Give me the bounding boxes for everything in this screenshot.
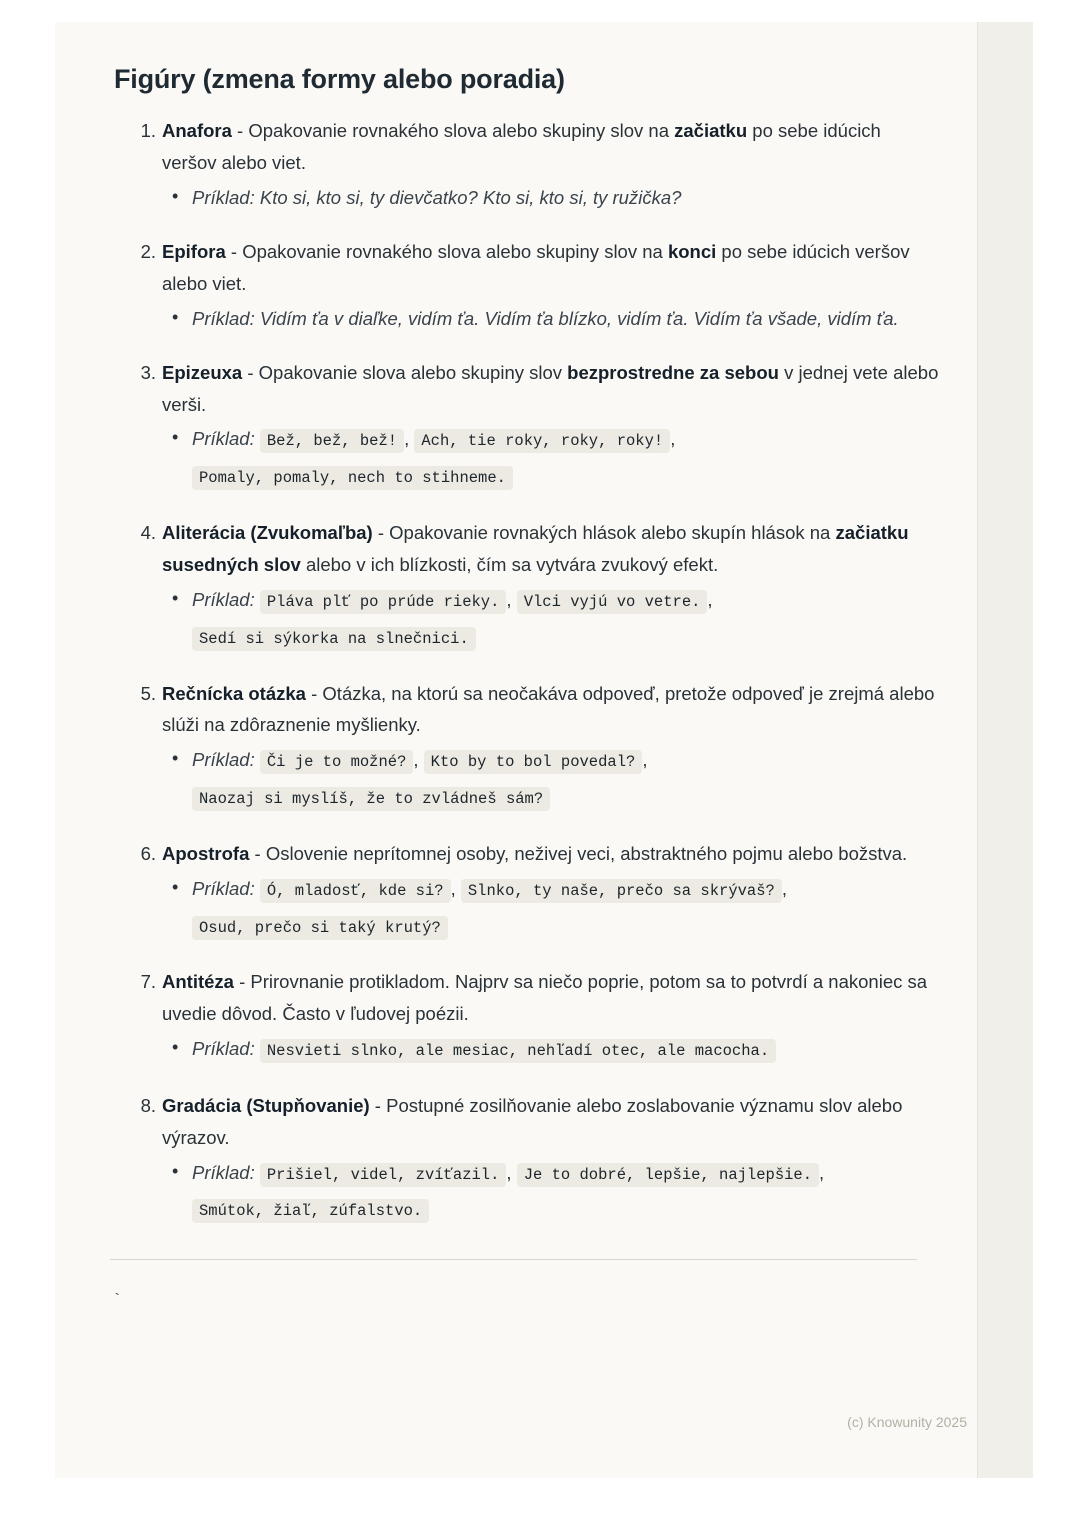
- chip-separator: ,: [404, 428, 410, 450]
- examples-list: [162, 1032, 939, 1069]
- chip-separator: ,: [506, 588, 512, 610]
- page-title: Figúry (zmena formy alebo poradia): [114, 64, 565, 94]
- figure-dash: -: [225, 240, 243, 262]
- example-label: Príklad:: [192, 1038, 255, 1060]
- list-item: [162, 1090, 939, 1229]
- stray-backtick: `: [112, 1292, 123, 1312]
- scrollbar[interactable]: [977, 22, 1033, 1478]
- list-item: [162, 517, 939, 656]
- example-chip: Nesvieti slnko, ale mesiac, nehľadí otec, ale macocha.: [260, 1039, 776, 1063]
- list-item: [192, 302, 939, 336]
- figure-desc-post: po sebe idúcich veršov alebo viet.: [162, 240, 910, 294]
- example-chip: Prišiel, videl, zvíťazil.: [260, 1163, 507, 1187]
- example-chip: Osud, prečo si taký krutý?: [192, 916, 448, 940]
- example-label: Príklad:: [192, 428, 255, 450]
- example-chip: Sedí si sýkorka na slnečnici.: [192, 627, 476, 651]
- figure-term: Antitéza: [162, 971, 234, 993]
- examples-list: [162, 743, 939, 817]
- example-chip: Smútok, žiaľ, zúfalstvo.: [192, 1199, 429, 1223]
- example-chip: Kto by to bol povedal?: [424, 750, 643, 774]
- figure-dash: -: [369, 1094, 387, 1116]
- list-item: [162, 236, 939, 336]
- figure-desc-pre: Opakovanie rovnakého slova alebo skupiny slov na: [242, 240, 668, 262]
- figure-term: Rečnícka otázka: [162, 682, 306, 704]
- list-item: [162, 838, 939, 946]
- figure-term: Aliterácia (Zvukomaľba): [162, 522, 373, 544]
- figure-desc-pre: Otázka, na ktorú sa neočakáva odpoveď, pretože odpoveď je zrejmá alebo slúži na zdôraznenie myšlienky.: [162, 682, 935, 736]
- figure-desc-pre: Prirovnanie protikladom. Najprv sa niečo poprie, potom sa to potvrdí a nakoniec sa uvedie dôvod. Často v ľudovej poézii.: [162, 971, 928, 1025]
- chip-separator: ,: [707, 588, 713, 610]
- figure-dash: -: [231, 120, 249, 142]
- examples-list: [162, 181, 939, 215]
- document-page: [55, 22, 1033, 1478]
- figure-desc-pre: Oslovenie neprítomnej osoby, neživej veci, abstraktného pojmu alebo božstva.: [265, 842, 908, 864]
- example-chip: Či je to možné?: [260, 750, 414, 774]
- example-chip: Naozaj si myslíš, že to zvládneš sám?: [192, 787, 550, 811]
- figure-term: Gradácia (Stupňovanie): [162, 1094, 370, 1116]
- examples-list: [162, 1156, 939, 1230]
- figure-desc-strong: bezprostredne za sebou: [567, 361, 779, 383]
- figure-desc-pre: Postupné zosilňovanie alebo zoslabovanie významu slov alebo výrazov.: [162, 1094, 903, 1148]
- figure-dash: -: [242, 361, 259, 383]
- figure-desc-pre: Opakovanie rovnakých hlások alebo skupín hlások na: [389, 522, 836, 544]
- figure-term: Epifora: [162, 240, 226, 262]
- list-item: [162, 357, 939, 496]
- figure-term: Epizeuxa: [162, 361, 243, 383]
- chip-separator: ,: [506, 1161, 512, 1183]
- chip-separator: ,: [781, 877, 787, 899]
- list-item: [192, 422, 939, 496]
- example-label: Príklad:: [192, 1161, 255, 1183]
- chip-separator: ,: [819, 1161, 825, 1183]
- figure-dash: -: [305, 682, 323, 704]
- figure-term: Apostrofa: [162, 842, 250, 864]
- figure-desc-post: po sebe idúcich veršov alebo viet.: [162, 120, 881, 173]
- example-label: Príklad:: [192, 307, 260, 329]
- example-label: Príklad:: [192, 877, 255, 899]
- example-chip: Ó, mladosť, kde si?: [260, 879, 451, 903]
- figure-desc-strong: začiatku susedných slov: [162, 522, 909, 575]
- chip-separator: ,: [450, 877, 456, 899]
- examples-list: [162, 422, 939, 496]
- figure-desc-post: v jednej vete alebo verši.: [162, 361, 939, 415]
- list-item: [192, 181, 939, 215]
- figure-desc-pre: Opakovanie rovnakého slova alebo skupiny slov na: [248, 120, 675, 142]
- list-item: [162, 966, 939, 1069]
- chip-separator: ,: [642, 749, 648, 771]
- figure-desc-strong: konci: [667, 240, 717, 262]
- example-chip: Slnko, ty naše, prečo sa skrývaš?: [461, 879, 782, 903]
- example-chip: Ach, tie roky, roky, roky!: [414, 429, 670, 453]
- example-label: Príklad:: [192, 186, 260, 208]
- figure-dash: -: [372, 522, 390, 544]
- section-divider: [110, 1259, 917, 1260]
- example-label: Príklad:: [192, 588, 255, 610]
- examples-list: [162, 583, 939, 657]
- list-item: [192, 1032, 939, 1069]
- figure-desc-pre: Opakovanie slova alebo skupiny slov: [258, 361, 568, 383]
- example-text: Kto si, kto si, ty dievčatko? Kto si, kto si, ty ružička?: [259, 186, 682, 208]
- document-content: [55, 22, 977, 1478]
- chip-separator: ,: [670, 428, 676, 450]
- list-item: [192, 872, 939, 946]
- list-item: [192, 583, 939, 657]
- example-chip: Vlci vyjú vo vetre.: [517, 590, 708, 614]
- copyright-footer: (c) Knowunity 2025: [847, 1414, 967, 1430]
- figure-desc-strong: začiatku: [674, 120, 748, 142]
- figure-dash: -: [249, 842, 266, 864]
- figures-list: [88, 115, 939, 1229]
- figure-desc-post: alebo v ich blízkosti, čím sa vytvára zvukový efekt.: [300, 553, 719, 575]
- list-item: [162, 115, 939, 215]
- chip-separator: ,: [413, 749, 419, 771]
- example-chip: Pomaly, pomaly, nech to stihneme.: [192, 466, 513, 490]
- example-chip: Pláva plť po prúde rieky.: [260, 590, 507, 614]
- examples-list: [162, 302, 939, 336]
- figure-term: Anafora: [162, 120, 232, 142]
- examples-list: [162, 872, 939, 946]
- example-chip: Je to dobré, lepšie, najlepšie.: [517, 1163, 819, 1187]
- list-item: [162, 678, 939, 817]
- list-item: [192, 743, 939, 817]
- example-chip: Bež, bež, bež!: [260, 429, 404, 453]
- figure-dash: -: [233, 971, 251, 993]
- list-item: [192, 1156, 939, 1230]
- example-text: Vidím ťa v diaľke, vidím ťa. Vidím ťa blízko, vidím ťa. Vidím ťa všade, vidím ťa.: [259, 307, 899, 329]
- example-label: Príklad:: [192, 749, 255, 771]
